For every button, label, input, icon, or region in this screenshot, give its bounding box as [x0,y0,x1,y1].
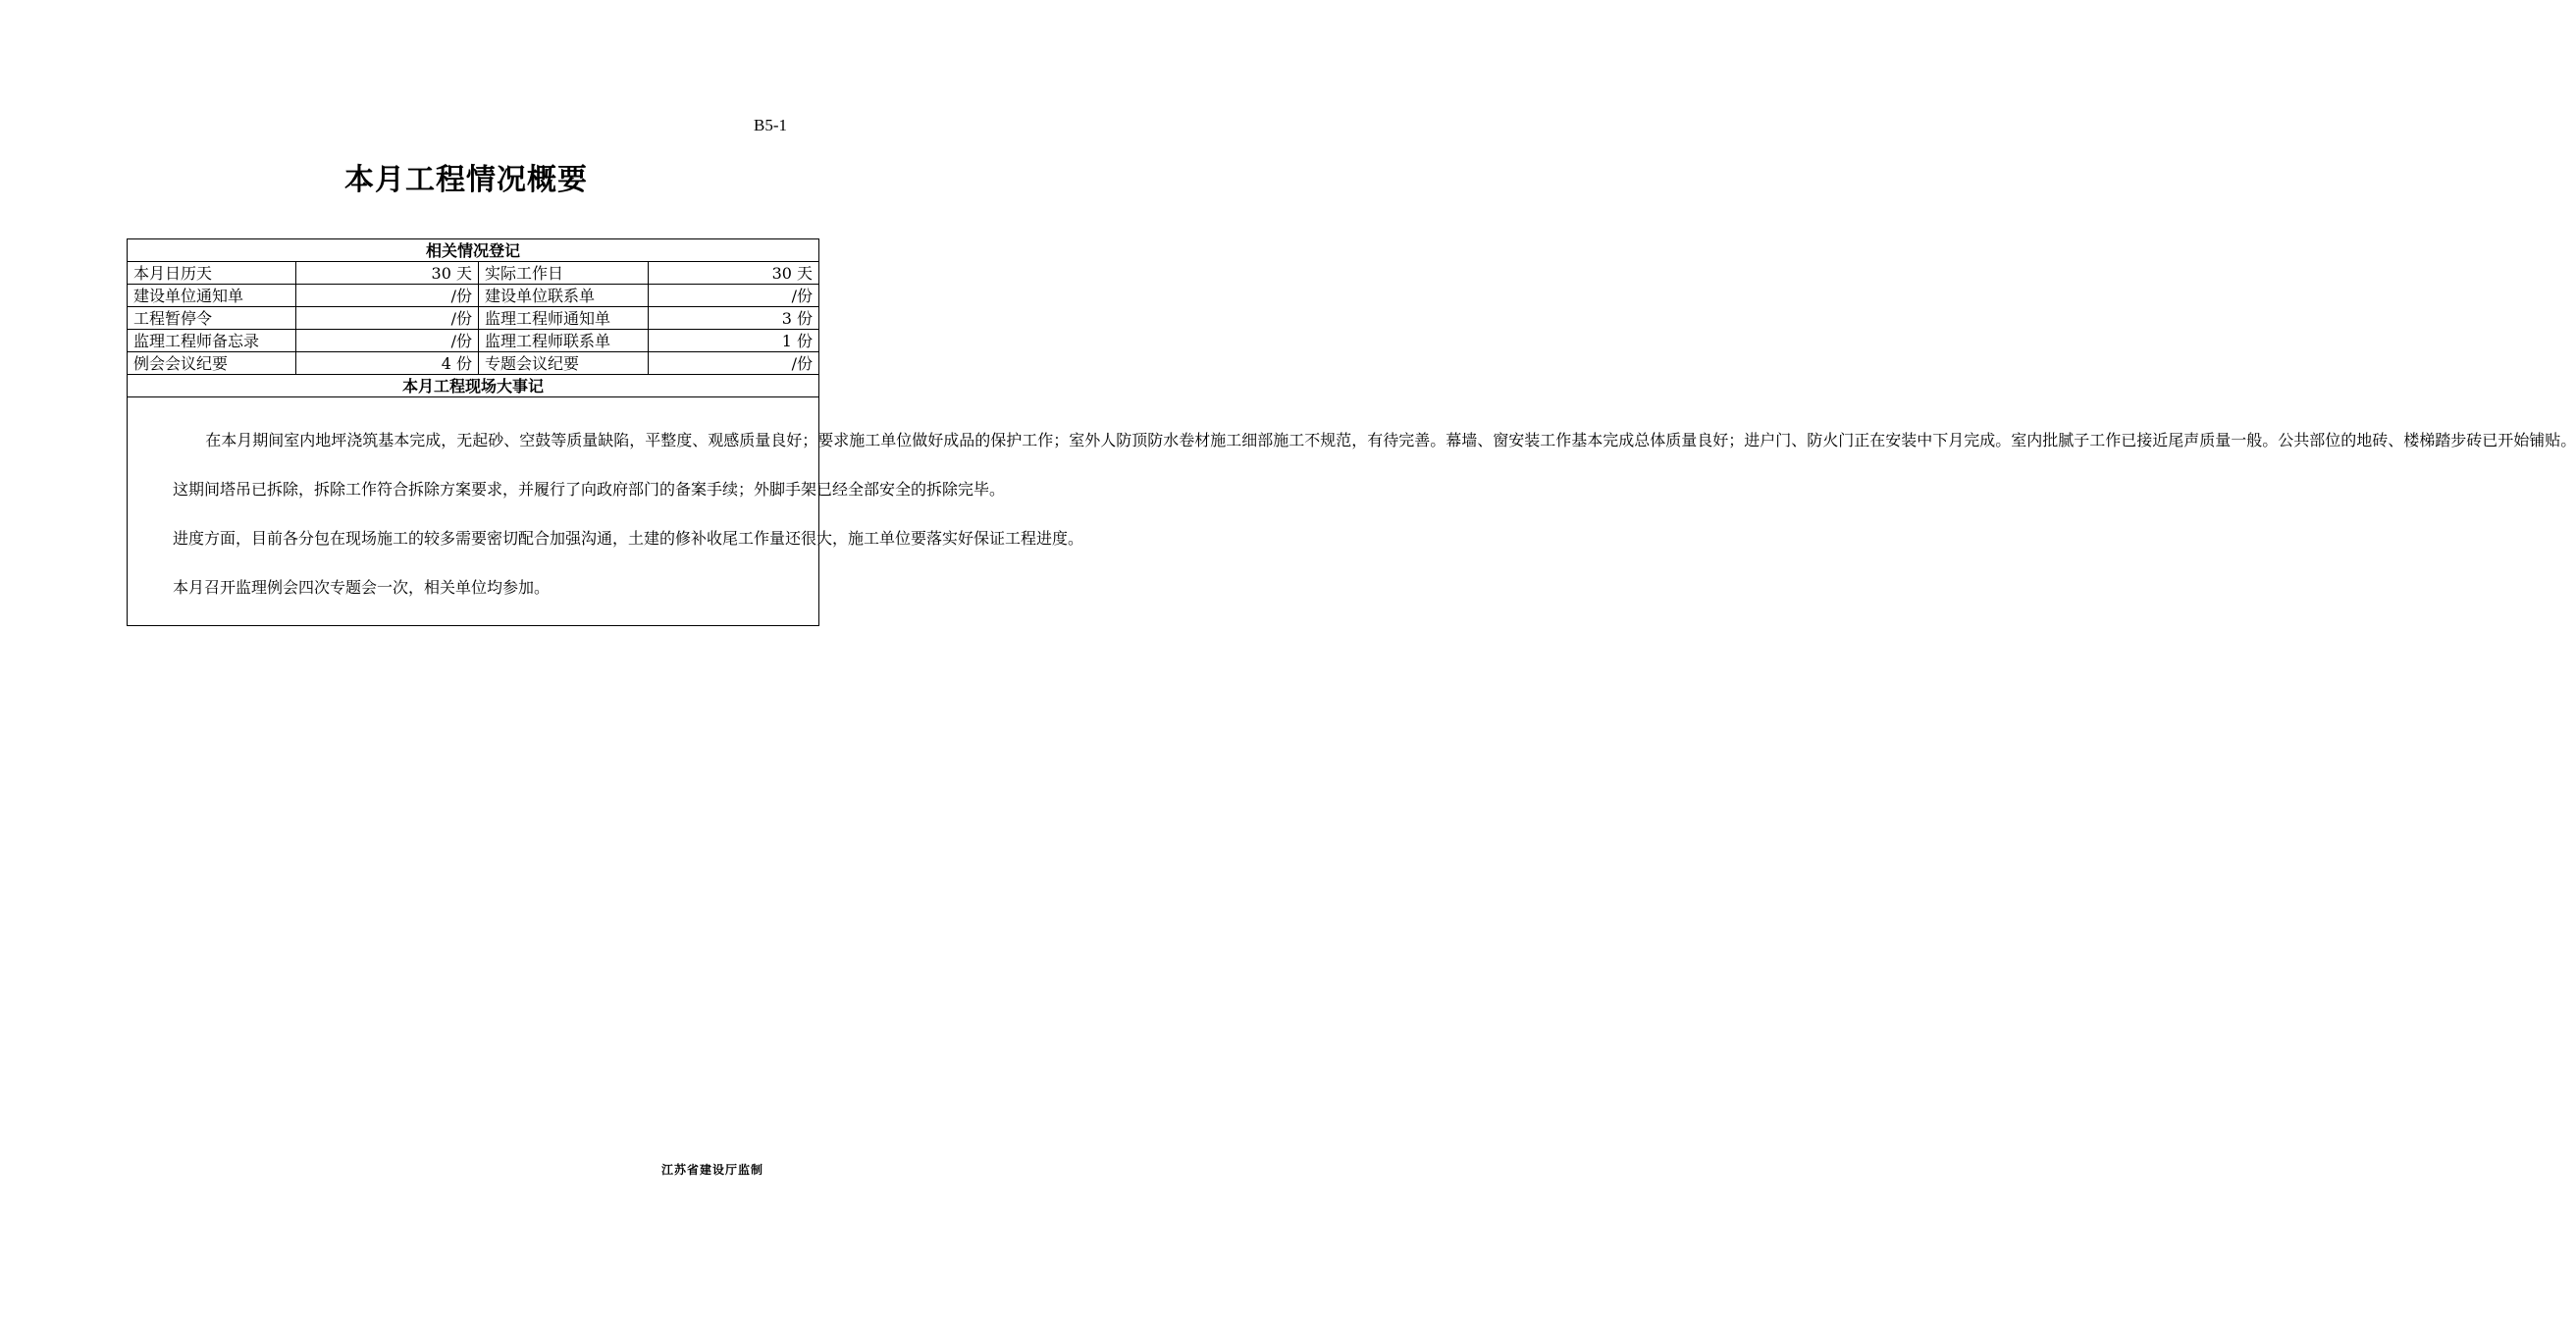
row-value: /份 [649,352,819,375]
row-label: 例会会议纪要 [128,352,296,375]
row-label: 专题会议纪要 [479,352,649,375]
row-value: 4 份 [296,352,479,375]
row-label: 工程暂停令 [128,307,296,330]
events-cell [128,397,2576,626]
table-row [128,352,819,375]
row-value: 1 份 [649,330,819,352]
row-label: 监理工程师通知单 [479,307,649,330]
summary-form [127,238,2576,626]
row-label: 监理工程师联系单 [479,330,649,352]
section-events-header: 本月工程现场大事记 [128,375,819,397]
row-value: /份 [296,285,479,307]
event-paragraph: 在本月期间室内地坪浇筑基本完成，无起砂、空鼓等质量缺陷，平整度、观感质量良好；要求施工单位做好成品的保护工作；室外人防顶防水卷材施工细部施工不规范，有待完善。幕墙、窗安装工作基本完成总体质量良好；进户门、防火门正在安装中下月完成。室内批腻子工作已接近尾声质量一般。公共部位的地砖、楼梯踏步砖已开始铺贴。 [205,431,2576,449]
row-value: 30 天 [296,262,479,285]
event-paragraph: 进度方面，目前各分包在现场施工的较多需要密切配合加强沟通，土建的修补收尾工作量还很大，施工单位要落实好保证工程进度。 [173,529,1084,548]
row-value: 30 天 [649,262,819,285]
table-row [128,285,819,307]
row-label: 建设单位通知单 [128,285,296,307]
events-text [133,397,2576,600]
table-row [128,262,819,285]
row-value: /份 [649,285,819,307]
row-value: /份 [296,307,479,330]
row-label: 建设单位联系单 [479,285,649,307]
row-label: 监理工程师备忘录 [128,330,296,352]
section-registration-header-row [128,239,819,262]
form-code: B5-1 [754,116,787,134]
section-events-body-row [128,397,819,626]
row-label: 本月日历天 [128,262,296,285]
event-paragraph: 本月召开监理例会四次专题会一次，相关单位均参加。 [173,578,551,597]
row-value: 3 份 [649,307,819,330]
table-row [128,330,819,352]
row-label: 实际工作日 [479,262,649,285]
document-title: 本月工程情况概要 [344,163,588,197]
table-row [128,307,819,330]
issuer-footer: 江苏省建设厅监制 [661,1163,764,1177]
section-registration-header: 相关情况登记 [128,239,819,262]
section-events-header-row [128,375,819,397]
row-value: /份 [296,330,479,352]
event-paragraph: 这期间塔吊已拆除，拆除工作符合拆除方案要求，并履行了向政府部门的备案手续；外脚手架已经全部安全的拆除完毕。 [173,480,1006,499]
